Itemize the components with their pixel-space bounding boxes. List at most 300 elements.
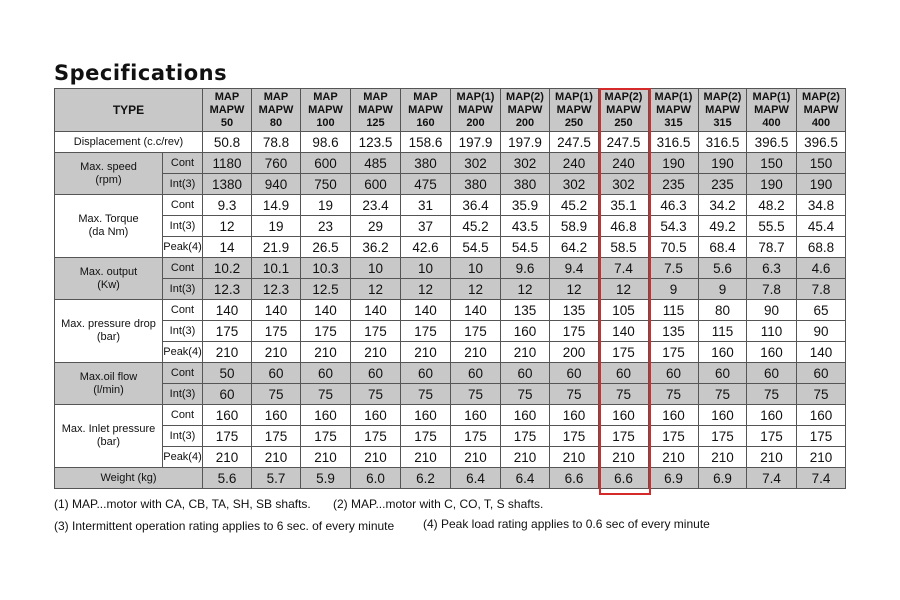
value-cell: 600 [301, 153, 351, 174]
value-cell: 7.4 [599, 258, 649, 279]
row-label: Weight (kg) [55, 468, 203, 489]
value-cell: 46.3 [649, 195, 699, 216]
value-cell: 190 [649, 153, 699, 174]
model-header-line: 125 [366, 116, 385, 129]
model-header [747, 89, 797, 132]
page-title: Specifications [54, 61, 228, 85]
model-header-line: 80 [269, 116, 283, 129]
rating-label: Peak(4) [163, 237, 203, 258]
value-cell: 210 [301, 447, 351, 468]
value-cell: 210 [599, 447, 649, 468]
value-cell: 6.6 [550, 468, 599, 489]
value-cell: 110 [747, 321, 797, 342]
value-cell: 240 [599, 153, 649, 174]
value-cell: 160 [699, 342, 747, 363]
rating-label: Int(3) [163, 426, 203, 447]
value-cell: 65 [797, 300, 846, 321]
group-label: Max. speed (rpm) [55, 153, 163, 195]
value-cell: 45.2 [451, 216, 501, 237]
value-cell: 175 [599, 426, 649, 447]
value-cell: 75 [401, 384, 451, 405]
value-cell: 197.9 [451, 132, 501, 153]
value-cell: 6.3 [747, 258, 797, 279]
value-cell: 9.6 [501, 258, 550, 279]
rating-label: Cont [163, 258, 203, 279]
model-header-line: MAPW [358, 103, 393, 116]
value-cell: 475 [401, 174, 451, 195]
value-cell: 175 [451, 321, 501, 342]
value-cell: 175 [501, 426, 550, 447]
value-cell: 123.5 [351, 132, 401, 153]
value-cell: 175 [747, 426, 797, 447]
value-cell: 175 [451, 426, 501, 447]
value-cell: 12 [501, 279, 550, 300]
value-cell: 10.2 [203, 258, 252, 279]
value-cell: 12 [550, 279, 599, 300]
value-cell: 175 [649, 342, 699, 363]
model-header-line: MAP(2) [802, 90, 840, 103]
value-cell: 175 [351, 426, 401, 447]
table-row [55, 321, 846, 342]
value-cell: 5.9 [301, 468, 351, 489]
value-cell: 190 [797, 174, 846, 195]
value-cell: 60 [301, 363, 351, 384]
model-header-line: MAPW [656, 103, 691, 116]
row-label: Displacement (c.c/rev) [55, 132, 203, 153]
value-cell: 175 [401, 321, 451, 342]
table-row [55, 405, 846, 426]
value-cell: 210 [451, 447, 501, 468]
value-cell: 60 [501, 363, 550, 384]
value-cell: 70.5 [649, 237, 699, 258]
type-header: TYPE [55, 89, 203, 132]
value-cell: 210 [649, 447, 699, 468]
value-cell: 60 [550, 363, 599, 384]
value-cell: 175 [203, 321, 252, 342]
value-cell: 160 [797, 405, 846, 426]
value-cell: 12 [203, 216, 252, 237]
model-header-line: MAP(2) [506, 90, 544, 103]
value-cell: 75 [301, 384, 351, 405]
value-cell: 160 [203, 405, 252, 426]
value-cell: 75 [747, 384, 797, 405]
value-cell: 54.5 [501, 237, 550, 258]
value-cell: 6.6 [599, 468, 649, 489]
value-cell: 58.9 [550, 216, 599, 237]
value-cell: 6.2 [401, 468, 451, 489]
value-cell: 23 [301, 216, 351, 237]
footnote-4: (4) Peak load rating applies to 0.6 sec of every minute [423, 517, 710, 531]
specifications-table [54, 88, 846, 489]
value-cell: 90 [797, 321, 846, 342]
value-cell: 135 [501, 300, 550, 321]
value-cell: 34.2 [699, 195, 747, 216]
value-cell: 75 [599, 384, 649, 405]
model-header-line: MAPW [458, 103, 493, 116]
model-header-line: MAP [263, 90, 289, 103]
value-cell: 60 [797, 363, 846, 384]
value-cell: 210 [401, 447, 451, 468]
rating-label: Peak(4) [163, 342, 203, 363]
value-cell: 58.5 [599, 237, 649, 258]
value-cell: 12 [351, 279, 401, 300]
model-header-line: 400 [762, 116, 781, 129]
model-header [351, 89, 401, 132]
model-header-line: MAP(2) [604, 90, 643, 103]
value-cell: 9.4 [550, 258, 599, 279]
value-cell: 210 [351, 447, 401, 468]
table-row [55, 342, 846, 363]
value-cell: 160 [649, 405, 699, 426]
value-cell: 60 [747, 363, 797, 384]
value-cell: 60 [599, 363, 649, 384]
value-cell: 175 [550, 426, 599, 447]
model-header-line: MAPW [308, 103, 343, 116]
value-cell: 140 [599, 321, 649, 342]
value-cell: 12.3 [252, 279, 301, 300]
value-cell: 115 [699, 321, 747, 342]
table-row [55, 363, 846, 384]
model-header [797, 89, 846, 132]
value-cell: 200 [550, 342, 599, 363]
value-cell: 210 [203, 447, 252, 468]
value-cell: 190 [699, 153, 747, 174]
value-cell: 4.6 [797, 258, 846, 279]
value-cell: 54.5 [451, 237, 501, 258]
value-cell: 37 [401, 216, 451, 237]
value-cell: 19 [301, 195, 351, 216]
rating-label: Cont [163, 405, 203, 426]
value-cell: 940 [252, 174, 301, 195]
value-cell: 60 [451, 363, 501, 384]
model-header-line: MAP(1) [752, 90, 791, 103]
value-cell: 380 [451, 174, 501, 195]
model-header-line: MAP(1) [555, 90, 593, 103]
value-cell: 210 [550, 447, 599, 468]
value-cell: 175 [649, 426, 699, 447]
table-row [55, 132, 846, 153]
value-cell: 396.5 [797, 132, 846, 153]
rating-label: Int(3) [163, 216, 203, 237]
model-header [649, 89, 699, 132]
value-cell: 1180 [203, 153, 252, 174]
value-cell: 90 [747, 300, 797, 321]
model-header [699, 89, 747, 132]
value-cell: 68.8 [797, 237, 846, 258]
value-cell: 190 [747, 174, 797, 195]
value-cell: 760 [252, 153, 301, 174]
value-cell: 12 [401, 279, 451, 300]
value-cell: 175 [699, 426, 747, 447]
model-header-line: MAPW [705, 103, 740, 116]
model-header-line: 50 [220, 116, 234, 129]
value-cell: 6.9 [699, 468, 747, 489]
value-cell: 60 [699, 363, 747, 384]
value-cell: 42.6 [401, 237, 451, 258]
model-header-line: 200 [515, 116, 535, 129]
value-cell: 31 [401, 195, 451, 216]
value-cell: 9 [699, 279, 747, 300]
value-cell: 150 [747, 153, 797, 174]
value-cell: 210 [252, 342, 301, 363]
table-row [55, 300, 846, 321]
value-cell: 380 [501, 174, 550, 195]
value-cell: 75 [649, 384, 699, 405]
value-cell: 210 [501, 342, 550, 363]
value-cell: 160 [401, 405, 451, 426]
model-header [301, 89, 351, 132]
header-row [55, 89, 846, 132]
value-cell: 78.8 [252, 132, 301, 153]
value-cell: 60 [401, 363, 451, 384]
value-cell: 210 [351, 342, 401, 363]
value-cell: 105 [599, 300, 649, 321]
model-header [203, 89, 252, 132]
value-cell: 43.5 [501, 216, 550, 237]
value-cell: 175 [301, 426, 351, 447]
value-cell: 160 [501, 321, 550, 342]
value-cell: 160 [747, 405, 797, 426]
group-label: Max. Torque (da Nm) [55, 195, 163, 258]
model-header-line: MAP(2) [703, 90, 742, 103]
value-cell: 98.6 [301, 132, 351, 153]
value-cell: 12 [451, 279, 501, 300]
value-cell: 175 [252, 426, 301, 447]
value-cell: 600 [351, 174, 401, 195]
value-cell: 60 [649, 363, 699, 384]
value-cell: 135 [550, 300, 599, 321]
value-cell: 35.1 [599, 195, 649, 216]
rating-label: Cont [163, 300, 203, 321]
value-cell: 7.4 [797, 468, 846, 489]
value-cell: 1380 [203, 174, 252, 195]
value-cell: 36.2 [351, 237, 401, 258]
value-cell: 10.3 [301, 258, 351, 279]
value-cell: 34.8 [797, 195, 846, 216]
value-cell: 160 [252, 405, 301, 426]
value-cell: 175 [599, 342, 649, 363]
value-cell: 29 [351, 216, 401, 237]
table-row [55, 237, 846, 258]
value-cell: 5.6 [203, 468, 252, 489]
value-cell: 316.5 [699, 132, 747, 153]
value-cell: 140 [301, 300, 351, 321]
model-header-line: 200 [466, 116, 485, 129]
group-label: Max.oil flow (l/min) [55, 363, 163, 405]
value-cell: 160 [301, 405, 351, 426]
value-cell: 10 [451, 258, 501, 279]
model-header-line: MAP [214, 90, 240, 103]
value-cell: 302 [550, 174, 599, 195]
table-row [55, 384, 846, 405]
model-header-line: MAPW [606, 103, 641, 116]
value-cell: 750 [301, 174, 351, 195]
model-header-line: MAPW [209, 103, 245, 116]
value-cell: 485 [351, 153, 401, 174]
rating-label: Cont [163, 153, 203, 174]
value-cell: 60 [203, 384, 252, 405]
value-cell: 210 [797, 447, 846, 468]
rating-label: Int(3) [163, 279, 203, 300]
model-header [550, 89, 599, 132]
value-cell: 75 [252, 384, 301, 405]
value-cell: 140 [252, 300, 301, 321]
value-cell: 80 [699, 300, 747, 321]
value-cell: 10.1 [252, 258, 301, 279]
model-header [451, 89, 501, 132]
value-cell: 210 [301, 342, 351, 363]
rating-label: Peak(4) [163, 447, 203, 468]
model-header-line: 100 [316, 116, 335, 129]
value-cell: 160 [451, 405, 501, 426]
value-cell: 140 [203, 300, 252, 321]
value-cell: 140 [797, 342, 846, 363]
value-cell: 45.2 [550, 195, 599, 216]
value-cell: 75 [501, 384, 550, 405]
value-cell: 60 [252, 363, 301, 384]
value-cell: 60 [351, 363, 401, 384]
table-row [55, 195, 846, 216]
value-cell: 75 [550, 384, 599, 405]
value-cell: 75 [699, 384, 747, 405]
value-cell: 10 [351, 258, 401, 279]
value-cell: 48.2 [747, 195, 797, 216]
value-cell: 160 [699, 405, 747, 426]
table-row [55, 258, 846, 279]
value-cell: 7.4 [747, 468, 797, 489]
value-cell: 302 [501, 153, 550, 174]
value-cell: 12.5 [301, 279, 351, 300]
model-header-line: 315 [664, 116, 683, 129]
footnote-3: (3) Intermittent operation rating applies to 6 sec. of every minute [54, 519, 395, 533]
value-cell: 247.5 [550, 132, 599, 153]
value-cell: 75 [451, 384, 501, 405]
value-cell: 380 [401, 153, 451, 174]
model-header-line: MAP(1) [654, 90, 693, 103]
value-cell: 235 [699, 174, 747, 195]
value-cell: 7.8 [747, 279, 797, 300]
specifications-table-body [55, 89, 846, 489]
model-header-line: MAPW [258, 103, 294, 116]
model-header-line: MAP(1) [456, 90, 495, 103]
table-row [55, 447, 846, 468]
value-cell: 7.5 [649, 258, 699, 279]
value-cell: 210 [451, 342, 501, 363]
value-cell: 6.0 [351, 468, 401, 489]
footnote-2: (2) MAP...motor with C, CO, T, S shafts. [333, 497, 544, 511]
model-header-line: MAP [313, 90, 338, 103]
model-header-line: 400 [811, 116, 831, 129]
model-header-line: 160 [416, 116, 435, 129]
value-cell: 10 [401, 258, 451, 279]
value-cell: 240 [550, 153, 599, 174]
model-header-line: 250 [564, 116, 584, 129]
value-cell: 210 [401, 342, 451, 363]
value-cell: 21.9 [252, 237, 301, 258]
model-header [401, 89, 451, 132]
value-cell: 160 [501, 405, 550, 426]
value-cell: 68.4 [699, 237, 747, 258]
model-header-line: MAP [413, 90, 438, 103]
value-cell: 14 [203, 237, 252, 258]
value-cell: 175 [401, 426, 451, 447]
model-header-line: MAPW [754, 103, 789, 116]
value-cell: 6.4 [501, 468, 550, 489]
value-cell: 175 [252, 321, 301, 342]
value-cell: 6.4 [451, 468, 501, 489]
model-header-line: MAP [363, 90, 388, 103]
value-cell: 135 [649, 321, 699, 342]
value-cell: 5.6 [699, 258, 747, 279]
value-cell: 175 [550, 321, 599, 342]
value-cell: 45.4 [797, 216, 846, 237]
value-cell: 210 [699, 447, 747, 468]
model-header-line: MAPW [507, 103, 543, 116]
value-cell: 12.3 [203, 279, 252, 300]
footnote-1: (1) MAP...motor with CA, CB, TA, SH, SB shafts. [54, 497, 311, 511]
table-row [55, 426, 846, 447]
value-cell: 5.7 [252, 468, 301, 489]
value-cell: 75 [351, 384, 401, 405]
table-row [55, 153, 846, 174]
value-cell: 49.2 [699, 216, 747, 237]
value-cell: 50 [203, 363, 252, 384]
value-cell: 12 [599, 279, 649, 300]
value-cell: 175 [797, 426, 846, 447]
value-cell: 396.5 [747, 132, 797, 153]
value-cell: 247.5 [599, 132, 649, 153]
value-cell: 54.3 [649, 216, 699, 237]
group-label: Max. output (Kw) [55, 258, 163, 300]
model-header-line: MAPW [556, 103, 592, 116]
value-cell: 160 [747, 342, 797, 363]
model-header [501, 89, 550, 132]
value-cell: 160 [550, 405, 599, 426]
group-label: Max. pressure drop (bar) [55, 300, 163, 363]
value-cell: 197.9 [501, 132, 550, 153]
value-cell: 160 [351, 405, 401, 426]
value-cell: 14.9 [252, 195, 301, 216]
value-cell: 150 [797, 153, 846, 174]
value-cell: 23.4 [351, 195, 401, 216]
value-cell: 175 [301, 321, 351, 342]
value-cell: 50.8 [203, 132, 252, 153]
value-cell: 26.5 [301, 237, 351, 258]
model-header-line: 250 [614, 116, 633, 129]
value-cell: 7.8 [797, 279, 846, 300]
model-header [599, 89, 649, 132]
rating-label: Int(3) [163, 174, 203, 195]
value-cell: 140 [451, 300, 501, 321]
model-header-line: MAPW [803, 103, 839, 116]
value-cell: 9 [649, 279, 699, 300]
rating-label: Cont [163, 363, 203, 384]
value-cell: 75 [797, 384, 846, 405]
table-row [55, 279, 846, 300]
value-cell: 210 [252, 447, 301, 468]
table-row [55, 468, 846, 489]
value-cell: 78.7 [747, 237, 797, 258]
value-cell: 140 [401, 300, 451, 321]
value-cell: 9.3 [203, 195, 252, 216]
value-cell: 316.5 [649, 132, 699, 153]
value-cell: 36.4 [451, 195, 501, 216]
rating-label: Cont [163, 195, 203, 216]
value-cell: 175 [203, 426, 252, 447]
value-cell: 160 [599, 405, 649, 426]
table-row [55, 216, 846, 237]
value-cell: 19 [252, 216, 301, 237]
